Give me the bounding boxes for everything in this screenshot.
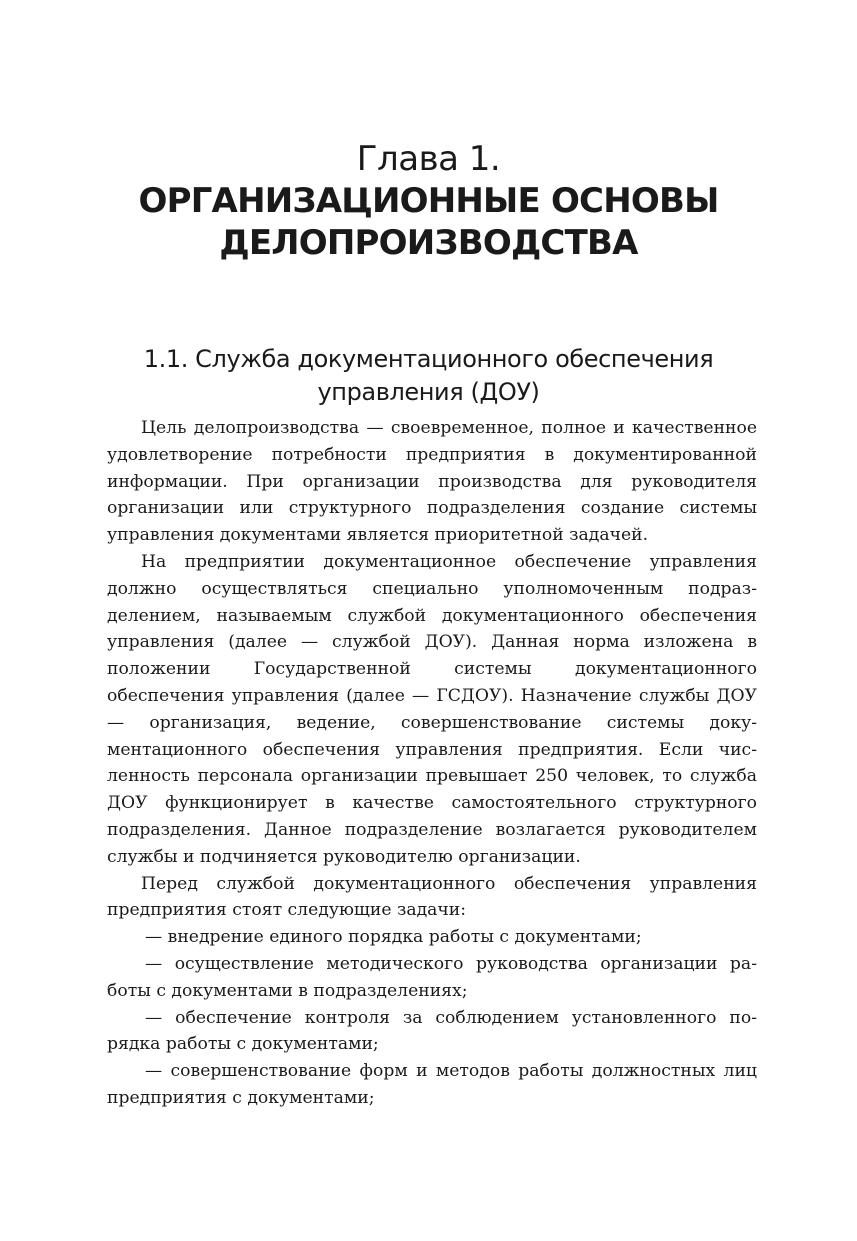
chapter-title-line-2: ДЕЛОПРОИЗВОДСТВА <box>219 223 638 263</box>
chapter-title-line-1: ОРГАНИЗАЦИОННЫЕ ОСНОВЫ <box>138 181 719 221</box>
list-item: — совершенствование форм и методов работы должностных лиц предприятия с документами; <box>107 1061 757 1108</box>
paragraph: Цель делопроизводства — своевременное, полное и качественное удовлетворение потребности предприятия в документированной информации. При организации производства для руководителя организации или структурного подразделения создание системы управления документами является приоритетной задачей. <box>107 418 757 546</box>
paragraph: На предприятии документационное обеспечение управления должно осуществляться специально уполномоченным подразделением, называемым службой документационного обеспечения управления (далее — службой ДОУ). Данная норма изложена в положении Государственной системы документационного обеспечения управления (далее — ГСДОУ). Назначение службы ДОУ — организация, ведение, совершенствование системы документационного обеспечения управления предприятия. Если численность персонала организации превышает 250 человек, то служба ДОУ функционирует в качестве самостоятельного структурного подразделения. Данное подразделение возлагается руководителем службы и подчиняется руководителю организации. <box>107 551 757 867</box>
list-item: — осуществление методического руководства организации работы с документами в подразделениях; <box>107 953 757 1001</box>
body-text <box>107 415 757 1112</box>
list-item: — внедрение единого порядка работы с документами; <box>145 927 642 948</box>
chapter-heading <box>0 138 857 264</box>
paragraph: Перед службой документационного обеспечения управления предприятия стоят следующие задачи: <box>107 873 757 921</box>
section-heading <box>0 343 857 409</box>
section-title-line-2: управления (ДОУ) <box>317 378 540 406</box>
list-item: — обеспечение контроля за соблюдением установленного порядка работы с документами; <box>107 1007 757 1055</box>
section-title-line-1: 1.1. Служба документационного обеспечения <box>143 345 714 373</box>
chapter-label: Глава 1. <box>356 139 501 179</box>
